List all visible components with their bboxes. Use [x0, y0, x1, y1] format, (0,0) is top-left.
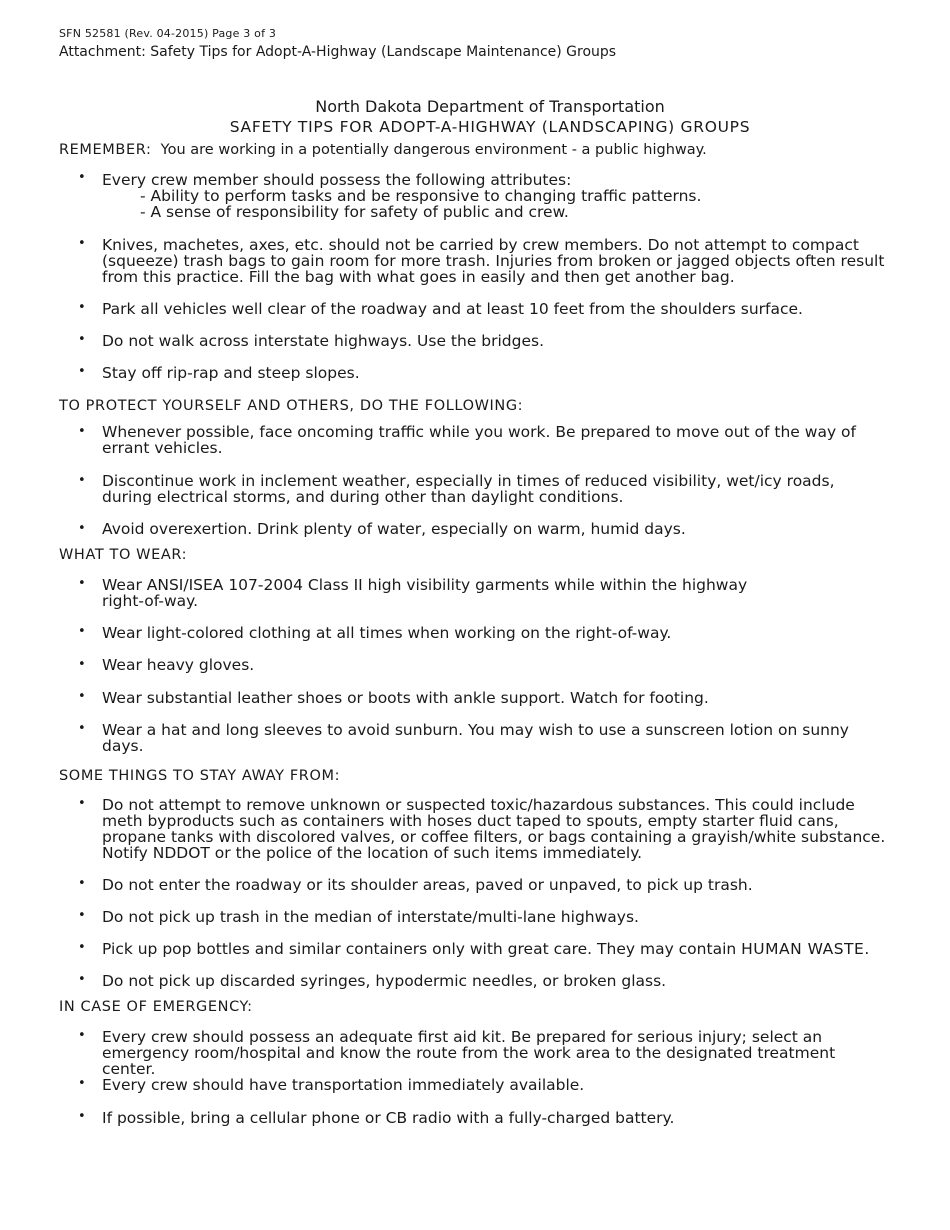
bullet: •	[78, 940, 86, 955]
list-item: If possible, bring a cellular phone or CB radio with a fully-charged battery.	[102, 1109, 675, 1127]
bullet: •	[78, 908, 86, 923]
bullet: •	[78, 364, 86, 379]
section-heading-text: SOME THINGS TO STAY AWAY FROM:	[59, 768, 341, 784]
list-item: Stay off rip-rap and steep slopes.	[102, 364, 360, 382]
remember-label: REMEMBER:	[59, 142, 152, 158]
remember-text: You are working in a potentially dangerous environment - a public highway.	[160, 142, 707, 158]
list-item-text: Every crew member should possess the following attributes:	[102, 171, 572, 189]
list-item: Discontinue work in inclement weather, especially in times of reduced visibility, wet/icy roads, during electrical storms, and during other than daylight conditions.	[102, 472, 835, 506]
sub-item: - A sense of responsibility for safety of public and crew.	[140, 203, 569, 221]
list-item: Wear light-colored clothing at all times when working on the right-of-way.	[102, 624, 672, 642]
list-item: Every crew should have transportation immediately available.	[102, 1076, 585, 1094]
section-heading-wear	[59, 547, 187, 563]
document-title: SAFETY TIPS FOR ADOPT-A-HIGHWAY (LANDSCAPING) GROUPS	[229, 118, 751, 136]
list-item: Wear heavy gloves.	[102, 656, 255, 674]
bullet: •	[78, 721, 86, 736]
list-item: Do not pick up discarded syringes, hypodermic needles, or broken glass.	[102, 972, 667, 990]
bullet: •	[78, 624, 86, 639]
list-item: Do not enter the roadway or its shoulder areas, paved or unpaved, to pick up trash.	[102, 876, 753, 894]
list-item-line: Wear ANSI/ISEA 107-2004 Class II high visibility garments while within the highway	[102, 576, 748, 594]
section-heading-text: IN CASE OF EMERGENCY:	[59, 999, 253, 1015]
bullet: •	[78, 236, 86, 251]
list-item: Do not attempt to remove unknown or suspected toxic/hazardous substances. This could include meth byproducts such as containers with hoses duct taped to spouts, empty starter fluid cans, propane tanks with discolored valves, or coffee filters, or bags containing a grayish/white substance. Notify NDDOT or the police of the location of such items immediately.	[102, 796, 886, 862]
list-item: Wear a hat and long sleeves to avoid sunburn. You may wish to use a sunscreen lotion on sunny days.	[102, 721, 849, 755]
list-item	[102, 941, 887, 957]
form-id: SFN 52581 (Rev. 04-2015) Page 3 of 3	[59, 27, 277, 40]
section-heading-stay-away	[59, 768, 340, 784]
section-heading-text: TO PROTECT YOURSELF AND OTHERS, DO THE FOLLOWING:	[59, 398, 524, 414]
list-item: Every crew should possess an adequate first aid kit. Be prepared for serious injury; select an emergency room/hospital and know the route from the work area to the designated treatment center.	[102, 1028, 836, 1078]
section-heading-protect	[59, 398, 523, 414]
list-item: Knives, machetes, axes, etc. should not be carried by crew members. Do not attempt to compact (squeeze) trash bags to gain room for more trash. Injuries from broken or jagged objects often result from this practice. Fill the bag with what goes in easily and then get another bag.	[102, 236, 885, 286]
list-item: Avoid overexertion. Drink plenty of water, especially on warm, humid days.	[102, 520, 686, 538]
list-item-text: Pick up pop bottles and similar containers only with great care. They may contain	[102, 940, 742, 958]
sub-item: - Ability to perform tasks and be responsive to changing traffic patterns.	[140, 187, 702, 205]
bullet: •	[78, 1076, 86, 1091]
list-item	[102, 577, 887, 609]
section-heading-emergency	[59, 999, 253, 1015]
attachment-title: Attachment: Safety Tips for Adopt-A-Highway (Landscape Maintenance) Groups	[59, 44, 617, 60]
section-heading-text: WHAT TO WEAR:	[59, 547, 188, 563]
bullet: •	[78, 300, 86, 315]
bullet: •	[78, 170, 86, 185]
bullet: •	[78, 796, 86, 811]
bullet: •	[78, 1109, 86, 1124]
list-item	[102, 172, 887, 220]
list-item-line: right-of-way.	[102, 592, 199, 610]
emphasis-text: HUMAN WASTE.	[741, 940, 870, 958]
list-item: Do not walk across interstate highways. Use the bridges.	[102, 332, 545, 350]
bullet: •	[78, 473, 86, 488]
remember-line	[59, 142, 707, 158]
bullet: •	[78, 972, 86, 987]
bullet: •	[78, 657, 86, 672]
bullet: •	[78, 689, 86, 704]
list-item: Wear substantial leather shoes or boots with ankle support. Watch for footing.	[102, 689, 709, 707]
bullet: •	[78, 521, 86, 536]
bullet: •	[78, 332, 86, 347]
list-item: Park all vehicles well clear of the roadway and at least 10 feet from the shoulders surface.	[102, 300, 803, 318]
agency-title: North Dakota Department of Transportation	[315, 97, 665, 116]
bullet: •	[78, 424, 86, 439]
bullet: •	[78, 1028, 86, 1043]
bullet: •	[78, 576, 86, 591]
list-item: Whenever possible, face oncoming traffic while you work. Be prepared to move out of the way of errant vehicles.	[102, 423, 856, 457]
list-item: Do not pick up trash in the median of interstate/multi-lane highways.	[102, 908, 639, 926]
bullet: •	[78, 876, 86, 891]
